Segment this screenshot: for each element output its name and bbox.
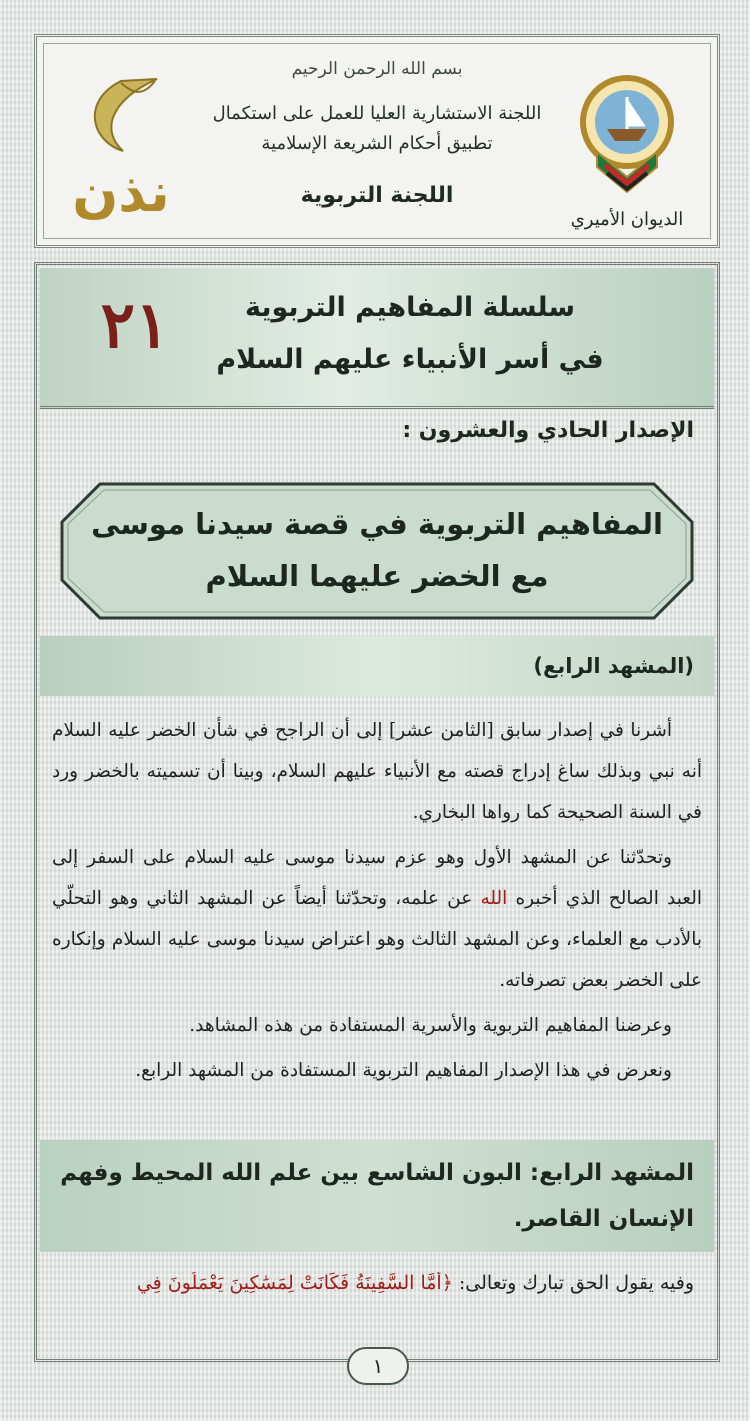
subcommittee-title: اللجنة التربوية — [300, 183, 454, 208]
release-label: الإصدار الحادي والعشرون : — [402, 418, 694, 443]
logo-lettering: نذن — [72, 161, 170, 221]
body-text — [52, 710, 702, 1095]
verse-intro: وفيه يقول الحق تبارك وتعالى: — [458, 1272, 694, 1294]
page-number: ١ — [347, 1347, 409, 1385]
paragraph-2-part-b: عن علمه، وتحدّثنا أيضاً عن المشهد الثاني وهو التحلّي بالأدب مع العلماء، وعن المشهد الثالث وهو اعتراض سيدنا موسى عليه السلام وإنكاره على الخضر بعض تصرفاته. — [52, 888, 702, 991]
committee-line-1: اللجنة الاستشارية العليا للعمل على استكمال — [212, 103, 542, 124]
paragraph-3: وعرضنا المفاهيم التربوية والأسرية المستفادة من هذه المشاهد. — [189, 1015, 672, 1036]
verse-line — [56, 1272, 694, 1294]
topic-title-line-1: المفاهيم التربوية في قصة سيدنا موسى — [91, 507, 663, 541]
divine-name: الله — [480, 888, 508, 909]
series-title — [190, 282, 630, 386]
series-title-line-2: في أسر الأنبياء عليهم السلام — [216, 344, 604, 375]
paragraph-1: أشرنا في إصدار سابق [الثامن عشر] إلى أن الراجح في شأن الخضر عليه السلام أنه نبي وبذلك ساغ إدراج قصته مع الأنبياء عليهم السلام، وبينا أن تسميته بالخضر ورد في السنة الصحيحة كما رواها البخاري. — [52, 720, 702, 823]
basmala-text: بسم الله الرحمن الرحيم — [291, 59, 463, 79]
header-frame — [34, 34, 720, 248]
paragraph-4: ونعرض في هذا الإصدار المفاهيم التربوية المستفادة من المشهد الرابع. — [135, 1060, 672, 1081]
quran-verse: ﴿أَمَّا السَّفِينَةُ فَكَانَتْ لِمَسَٰكِينَ يَعْمَلُونَ فِي — [136, 1272, 453, 1294]
committee-line-2: تطبيق أحكام الشريعة الإسلامية — [261, 133, 493, 154]
committee-logo-icon — [61, 71, 179, 221]
emblem-caption: الديوان الأميري — [570, 209, 684, 230]
paragraph-2-part-a: وتحدّثنا عن المشهد الأول وهو عزم سيدنا موسى عليه السلام على السفر إلى العبد الصالح الذي أخبره — [52, 847, 702, 909]
series-title-line-1: سلسلة المفاهيم التربوية — [244, 292, 575, 323]
committee-name — [187, 99, 567, 159]
scene4-heading: المشهد الرابع: البون الشاسع بين علم الله المحيط وفهم الإنسان القاصر. — [60, 1160, 694, 1232]
paragraph-2 — [52, 837, 702, 1001]
issue-number: ٢١ — [100, 288, 170, 363]
topic-title — [80, 498, 674, 602]
scene-label: (المشهد الرابع) — [533, 654, 694, 678]
state-emblem-icon — [567, 67, 687, 237]
topic-title-line-2: مع الخضر عليهما السلام — [205, 559, 549, 593]
